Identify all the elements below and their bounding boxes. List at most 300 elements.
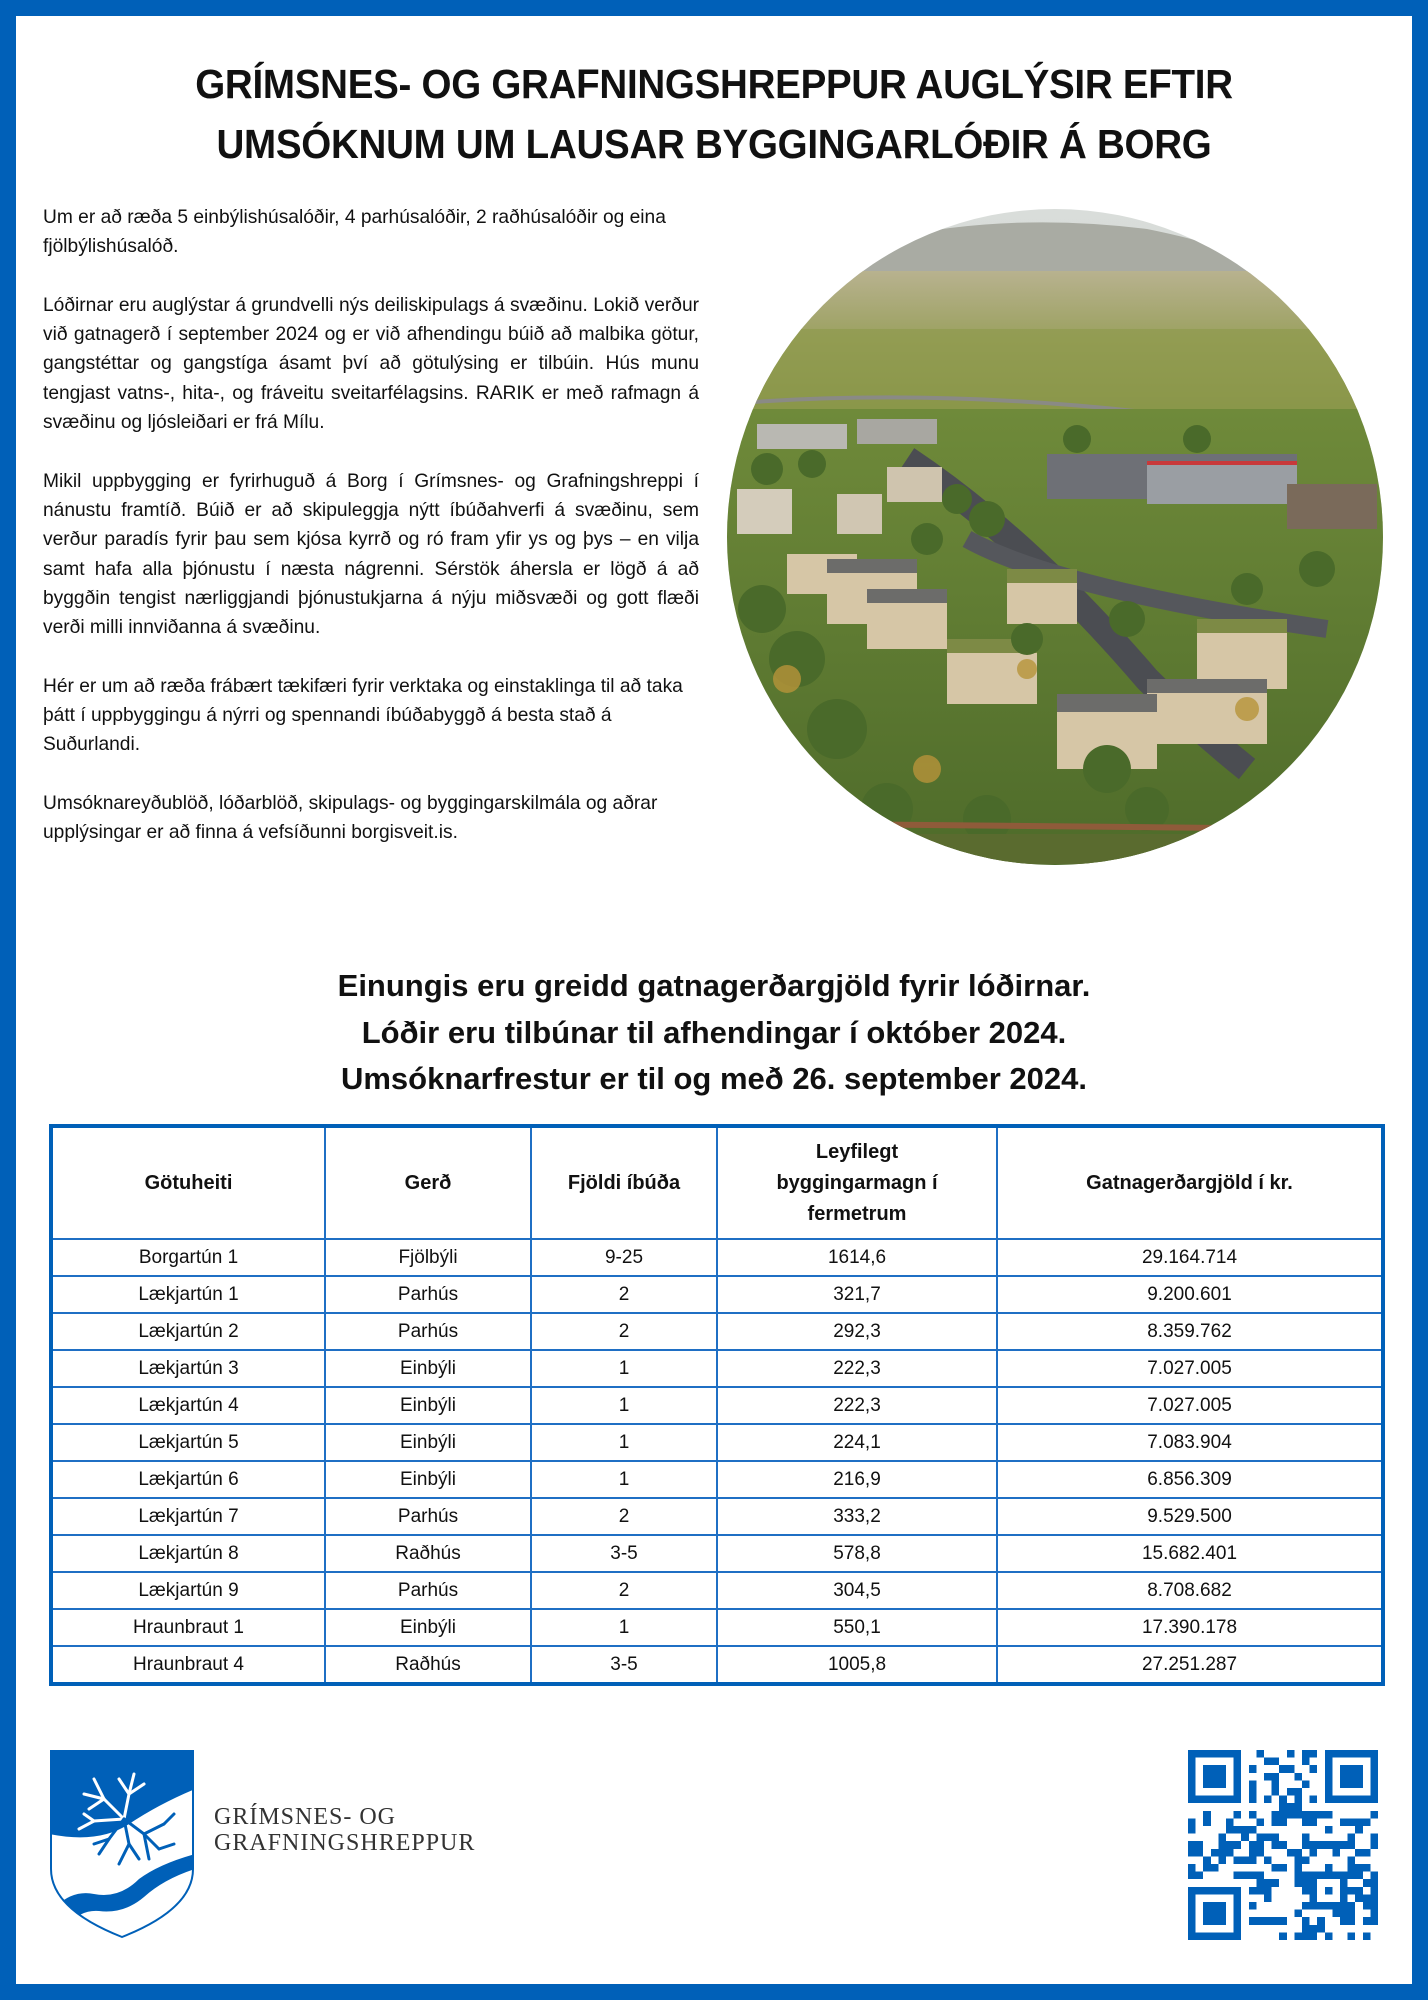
qr-module (1188, 1750, 1196, 1758)
qr-module (1218, 1780, 1226, 1788)
qr-module (1272, 1917, 1280, 1925)
qr-module (1370, 1917, 1378, 1925)
qr-module (1211, 1917, 1219, 1925)
qr-module (1256, 1879, 1264, 1887)
qr-module (1287, 1765, 1295, 1773)
notice-line-2: Lóðir eru tilbúnar til afhendingar í október 2024. (361, 1014, 1067, 1050)
cell-street: Hraunbraut 1 (53, 1609, 325, 1646)
cell-fees: 9.200.601 (997, 1276, 1381, 1313)
cell-type: Raðhús (325, 1535, 531, 1572)
table-row (53, 1646, 1381, 1682)
cell-street: Borgartún 1 (53, 1239, 325, 1276)
qr-module (1211, 1780, 1219, 1788)
qr-module (1196, 1750, 1204, 1758)
cell-street: Lækjartún 9 (53, 1572, 325, 1609)
qr-module (1218, 1902, 1226, 1910)
qr-module (1272, 1879, 1280, 1887)
cell-area: 304,5 (717, 1572, 997, 1609)
qr-module (1188, 1773, 1196, 1781)
qr-module (1188, 1841, 1196, 1849)
qr-module (1188, 1758, 1196, 1766)
qr-module (1317, 1925, 1325, 1933)
qr-code-icon[interactable] (1188, 1750, 1378, 1940)
qr-module (1310, 1811, 1318, 1819)
table-row (53, 1535, 1381, 1572)
qr-module (1302, 1856, 1310, 1864)
qr-module (1264, 1796, 1272, 1804)
cell-units: 3-5 (531, 1646, 717, 1682)
cell-units: 9-25 (531, 1239, 717, 1276)
qr-module (1294, 1864, 1302, 1872)
qr-module (1226, 1849, 1234, 1857)
qr-module (1264, 1773, 1272, 1781)
qr-module (1249, 1887, 1257, 1895)
qr-module (1302, 1902, 1310, 1910)
qr-module (1249, 1841, 1257, 1849)
cell-fees: 7.027.005 (997, 1387, 1381, 1424)
qr-module (1203, 1796, 1211, 1804)
qr-module (1218, 1932, 1226, 1940)
qr-module (1294, 1811, 1302, 1819)
qr-module (1218, 1856, 1226, 1864)
qr-module (1234, 1796, 1242, 1804)
intro-paragraph: Hér er um að ræða frábært tækifæri fyrir verktaka og einstaklinga til að taka þátt í uppbyggingu á nýrri og spennandi íbúðabyggð á besta stað á Suðurlandi. (43, 675, 683, 756)
cell-area: 216,9 (717, 1461, 997, 1498)
qr-module (1256, 1872, 1264, 1880)
qr-module (1279, 1917, 1287, 1925)
cell-street: Lækjartún 5 (53, 1424, 325, 1461)
qr-module (1370, 1780, 1378, 1788)
qr-module (1249, 1826, 1257, 1834)
qr-module (1370, 1773, 1378, 1781)
column-header-fees: Gatnagerðargjöld í kr. (997, 1128, 1381, 1239)
qr-module (1211, 1887, 1219, 1895)
organization-name-line-2: GRAFNINGSHREPPUR (214, 1830, 476, 1856)
plots-table (49, 1124, 1385, 1686)
qr-module (1188, 1932, 1196, 1940)
qr-module (1256, 1750, 1264, 1758)
qr-module (1348, 1841, 1356, 1849)
cell-street: Lækjartún 3 (53, 1350, 325, 1387)
qr-module (1249, 1902, 1257, 1910)
qr-module (1370, 1811, 1378, 1819)
qr-module (1363, 1796, 1371, 1804)
qr-module (1325, 1826, 1333, 1834)
qr-module (1203, 1773, 1211, 1781)
qr-module (1348, 1818, 1356, 1826)
qr-module (1310, 1765, 1318, 1773)
cell-fees: 8.359.762 (997, 1313, 1381, 1350)
qr-module (1370, 1765, 1378, 1773)
qr-module (1370, 1841, 1378, 1849)
qr-module (1348, 1902, 1356, 1910)
intro-text (43, 203, 699, 877)
qr-module (1294, 1856, 1302, 1864)
qr-module (1188, 1894, 1196, 1902)
qr-module (1234, 1917, 1242, 1925)
qr-module (1241, 1856, 1249, 1864)
notice-line-3: Umsóknarfrestur er til og með 26. september 2024. (340, 1061, 1087, 1096)
qr-module (1234, 1758, 1242, 1766)
qr-module (1325, 1750, 1333, 1758)
qr-module (1363, 1902, 1371, 1910)
qr-module (1279, 1932, 1287, 1940)
qr-module (1348, 1917, 1356, 1925)
qr-module (1203, 1811, 1211, 1819)
table-row (53, 1239, 1381, 1276)
column-header-units: Fjöldi íbúða (531, 1128, 717, 1239)
qr-module (1256, 1818, 1264, 1826)
qr-module (1249, 1765, 1257, 1773)
qr-module (1249, 1849, 1257, 1857)
qr-module (1340, 1902, 1348, 1910)
qr-module (1355, 1864, 1363, 1872)
qr-module (1234, 1750, 1242, 1758)
notice-block (16, 963, 1412, 1103)
table-row (53, 1350, 1381, 1387)
qr-module (1302, 1872, 1310, 1880)
table-row (53, 1461, 1381, 1498)
cell-type: Einbýli (325, 1350, 531, 1387)
qr-module (1294, 1796, 1302, 1804)
qr-module (1348, 1765, 1356, 1773)
qr-module (1279, 1765, 1287, 1773)
qr-module (1325, 1780, 1333, 1788)
cell-units: 1 (531, 1350, 717, 1387)
qr-module (1370, 1796, 1378, 1804)
qr-module (1355, 1818, 1363, 1826)
cell-fees: 8.708.682 (997, 1572, 1381, 1609)
qr-module (1348, 1887, 1356, 1895)
qr-module (1355, 1796, 1363, 1804)
qr-module (1340, 1894, 1348, 1902)
cell-fees: 7.083.904 (997, 1424, 1381, 1461)
cell-area: 292,3 (717, 1313, 997, 1350)
qr-module (1302, 1758, 1310, 1766)
qr-module (1188, 1887, 1196, 1895)
qr-module (1188, 1796, 1196, 1804)
qr-module (1279, 1811, 1287, 1819)
qr-module (1332, 1796, 1340, 1804)
qr-module (1370, 1887, 1378, 1895)
qr-module (1302, 1841, 1310, 1849)
qr-module (1325, 1796, 1333, 1804)
qr-module (1203, 1765, 1211, 1773)
qr-module (1302, 1834, 1310, 1842)
qr-module (1272, 1818, 1280, 1826)
table-row (53, 1609, 1381, 1646)
qr-module (1355, 1826, 1363, 1834)
qr-module (1203, 1902, 1211, 1910)
qr-module (1302, 1818, 1310, 1826)
qr-module (1272, 1773, 1280, 1781)
qr-module (1302, 1925, 1310, 1933)
qr-module (1340, 1879, 1348, 1887)
qr-module (1355, 1872, 1363, 1880)
qr-module (1218, 1796, 1226, 1804)
coat-of-arms-icon (49, 1749, 195, 1939)
cell-fees: 29.164.714 (997, 1239, 1381, 1276)
qr-module (1241, 1826, 1249, 1834)
cell-type: Fjölbýli (325, 1239, 531, 1276)
qr-module (1211, 1750, 1219, 1758)
qr-module (1363, 1750, 1371, 1758)
qr-module (1279, 1818, 1287, 1826)
qr-module (1196, 1849, 1204, 1857)
qr-module (1188, 1818, 1196, 1826)
qr-module (1203, 1856, 1211, 1864)
qr-module (1234, 1773, 1242, 1781)
qr-module (1355, 1780, 1363, 1788)
qr-module (1264, 1887, 1272, 1895)
qr-module (1196, 1796, 1204, 1804)
cell-fees: 7.027.005 (997, 1350, 1381, 1387)
qr-module (1332, 1910, 1340, 1918)
cell-type: Raðhús (325, 1646, 531, 1682)
cell-type: Parhús (325, 1572, 531, 1609)
qr-module (1325, 1841, 1333, 1849)
qr-module (1310, 1887, 1318, 1895)
qr-module (1294, 1932, 1302, 1940)
qr-module (1302, 1887, 1310, 1895)
qr-module (1310, 1796, 1318, 1804)
cell-type: Parhús (325, 1276, 531, 1313)
qr-module (1264, 1834, 1272, 1842)
qr-module (1272, 1841, 1280, 1849)
qr-module (1256, 1834, 1264, 1842)
qr-module (1211, 1864, 1219, 1872)
qr-module (1188, 1864, 1196, 1872)
qr-module (1355, 1750, 1363, 1758)
column-header-area-text: Leyfilegt byggingarmagn í fermetrum (776, 1140, 938, 1225)
qr-module (1249, 1872, 1257, 1880)
qr-module (1272, 1811, 1280, 1819)
cell-street: Lækjartún 8 (53, 1535, 325, 1572)
cell-units: 2 (531, 1498, 717, 1535)
qr-module (1211, 1849, 1219, 1857)
qr-module (1272, 1834, 1280, 1842)
page-title (58, 54, 1370, 174)
column-header-street: Götuheiti (53, 1128, 325, 1239)
qr-module (1249, 1917, 1257, 1925)
title-line-2: UMSÓKNUM UM LAUSAR BYGGINGARLÓÐIR Á BORG (216, 121, 1212, 167)
qr-module (1363, 1932, 1371, 1940)
qr-module (1310, 1841, 1318, 1849)
qr-module (1272, 1758, 1280, 1766)
qr-module (1218, 1849, 1226, 1857)
cell-units: 2 (531, 1276, 717, 1313)
qr-module (1325, 1811, 1333, 1819)
qr-module (1325, 1887, 1333, 1895)
qr-module (1211, 1902, 1219, 1910)
qr-module (1249, 1780, 1257, 1788)
qr-module (1211, 1765, 1219, 1773)
qr-module (1234, 1856, 1242, 1864)
title-line-1: GRÍMSNES- OG GRAFNINGSHREPPUR AUGLÝSIR EFTIR (195, 61, 1233, 107)
qr-module (1264, 1917, 1272, 1925)
qr-module (1310, 1902, 1318, 1910)
qr-module (1340, 1841, 1348, 1849)
qr-module (1188, 1788, 1196, 1796)
qr-module (1249, 1856, 1257, 1864)
qr-module (1370, 1872, 1378, 1880)
qr-module (1332, 1902, 1340, 1910)
qr-module (1226, 1932, 1234, 1940)
qr-module (1348, 1932, 1356, 1940)
table-row (53, 1387, 1381, 1424)
cell-type: Parhús (325, 1498, 531, 1535)
qr-module (1196, 1841, 1204, 1849)
cell-fees: 6.856.309 (997, 1461, 1381, 1498)
qr-module (1310, 1894, 1318, 1902)
table-row (53, 1276, 1381, 1313)
qr-module (1302, 1917, 1310, 1925)
qr-module (1302, 1780, 1310, 1788)
qr-module (1249, 1811, 1257, 1819)
qr-module (1363, 1849, 1371, 1857)
cell-area: 321,7 (717, 1276, 997, 1313)
qr-module (1226, 1887, 1234, 1895)
qr-module (1226, 1750, 1234, 1758)
qr-module (1211, 1910, 1219, 1918)
intro-paragraph: Umsóknareyðublöð, lóðarblöð, skipulags- og byggingarskilmála og aðrar upplýsingar er að finna á vefsíðunni borgisveit.is. (43, 792, 658, 844)
organization-name (214, 1804, 475, 1856)
qr-module (1203, 1910, 1211, 1918)
qr-module (1211, 1932, 1219, 1940)
qr-module (1234, 1780, 1242, 1788)
column-header-area (717, 1128, 997, 1239)
qr-module (1218, 1887, 1226, 1895)
qr-module (1325, 1902, 1333, 1910)
qr-module (1203, 1750, 1211, 1758)
qr-module (1340, 1773, 1348, 1781)
qr-module (1363, 1864, 1371, 1872)
qr-module (1332, 1849, 1340, 1857)
qr-module (1340, 1872, 1348, 1880)
cell-street: Lækjartún 1 (53, 1276, 325, 1313)
cell-area: 550,1 (717, 1609, 997, 1646)
cell-units: 2 (531, 1572, 717, 1609)
qr-module (1234, 1925, 1242, 1933)
qr-module (1370, 1879, 1378, 1887)
qr-module (1188, 1826, 1196, 1834)
qr-module (1370, 1894, 1378, 1902)
qr-module (1196, 1932, 1204, 1940)
qr-module (1332, 1841, 1340, 1849)
qr-module (1325, 1932, 1333, 1940)
qr-module (1196, 1887, 1204, 1895)
cell-fees: 15.682.401 (997, 1535, 1381, 1572)
qr-module (1355, 1765, 1363, 1773)
qr-module (1294, 1803, 1302, 1811)
qr-module (1256, 1887, 1264, 1895)
cell-units: 1 (531, 1387, 717, 1424)
table-row (53, 1313, 1381, 1350)
qr-module (1348, 1834, 1356, 1842)
intro-paragraph: Um er að ræða 5 einbýlishúsalóðir, 4 parhúsalóðir, 2 raðhúsalóðir og eina fjölbýlishúsalóð. (43, 207, 666, 258)
qr-module (1203, 1887, 1211, 1895)
qr-module (1203, 1932, 1211, 1940)
qr-module (1340, 1818, 1348, 1826)
qr-module (1332, 1750, 1340, 1758)
qr-module (1355, 1849, 1363, 1857)
cell-area: 333,2 (717, 1498, 997, 1535)
cell-fees: 9.529.500 (997, 1498, 1381, 1535)
qr-module (1234, 1887, 1242, 1895)
qr-module (1370, 1788, 1378, 1796)
cell-fees: 27.251.287 (997, 1646, 1381, 1682)
qr-module (1272, 1788, 1280, 1796)
cell-units: 3-5 (531, 1535, 717, 1572)
qr-module (1340, 1780, 1348, 1788)
qr-module (1234, 1765, 1242, 1773)
qr-module (1340, 1750, 1348, 1758)
poster-page (16, 16, 1412, 1984)
qr-module (1256, 1841, 1264, 1849)
qr-module (1287, 1788, 1295, 1796)
qr-module (1203, 1780, 1211, 1788)
qr-module (1203, 1864, 1211, 1872)
qr-module (1340, 1910, 1348, 1918)
qr-module (1234, 1826, 1242, 1834)
intro-paragraph: Mikil uppbygging er fyrirhuguð á Borg í Grímsnes- og Grafningshreppi í nánustu framtíð. Búið er að skipuleggja nýtt íbúðahverfi á svæðinu, sem verður paradís fyrir þau sem kjósa kyrrð og ró fram yfir ys og þys – en vilja samt hafa alla þjónustu í næsta nágrenni. Sérstök áhersla er lögð á að byggðin tengist nærliggjandi þjónustukjarna á nýju miðsvæði og gott flæði verði milli innviðanna á svæðinu. (43, 470, 699, 639)
table-header-row (53, 1128, 1381, 1239)
qr-module (1188, 1765, 1196, 1773)
cell-type: Einbýli (325, 1461, 531, 1498)
qr-module (1310, 1925, 1318, 1933)
aerial-rendering-image (727, 209, 1383, 865)
cell-street: Lækjartún 7 (53, 1498, 325, 1535)
cell-units: 1 (531, 1424, 717, 1461)
qr-module (1264, 1879, 1272, 1887)
qr-module (1310, 1932, 1318, 1940)
cell-type: Einbýli (325, 1609, 531, 1646)
cell-street: Lækjartún 4 (53, 1387, 325, 1424)
qr-module (1218, 1750, 1226, 1758)
qr-module (1203, 1818, 1211, 1826)
qr-module (1294, 1849, 1302, 1857)
cell-area: 1614,6 (717, 1239, 997, 1276)
qr-module (1317, 1917, 1325, 1925)
qr-module (1211, 1796, 1219, 1804)
qr-module (1272, 1780, 1280, 1788)
qr-module (1317, 1811, 1325, 1819)
qr-module (1363, 1894, 1371, 1902)
hero-image (727, 209, 1383, 865)
qr-module (1287, 1803, 1295, 1811)
qr-module (1355, 1773, 1363, 1781)
qr-module (1310, 1750, 1318, 1758)
qr-module (1294, 1872, 1302, 1880)
qr-module (1264, 1894, 1272, 1902)
qr-module (1188, 1872, 1196, 1880)
qr-module (1279, 1803, 1287, 1811)
cell-street: Hraunbraut 4 (53, 1646, 325, 1682)
qr-module (1188, 1925, 1196, 1933)
cell-area: 222,3 (717, 1387, 997, 1424)
qr-module (1355, 1887, 1363, 1895)
qr-module (1348, 1796, 1356, 1804)
qr-module (1310, 1818, 1318, 1826)
qr-module (1325, 1872, 1333, 1880)
qr-module (1264, 1856, 1272, 1864)
qr-module (1325, 1765, 1333, 1773)
qr-module (1234, 1788, 1242, 1796)
qr-module (1287, 1849, 1295, 1857)
qr-module (1226, 1818, 1234, 1826)
qr-module (1234, 1902, 1242, 1910)
qr-module (1302, 1879, 1310, 1887)
